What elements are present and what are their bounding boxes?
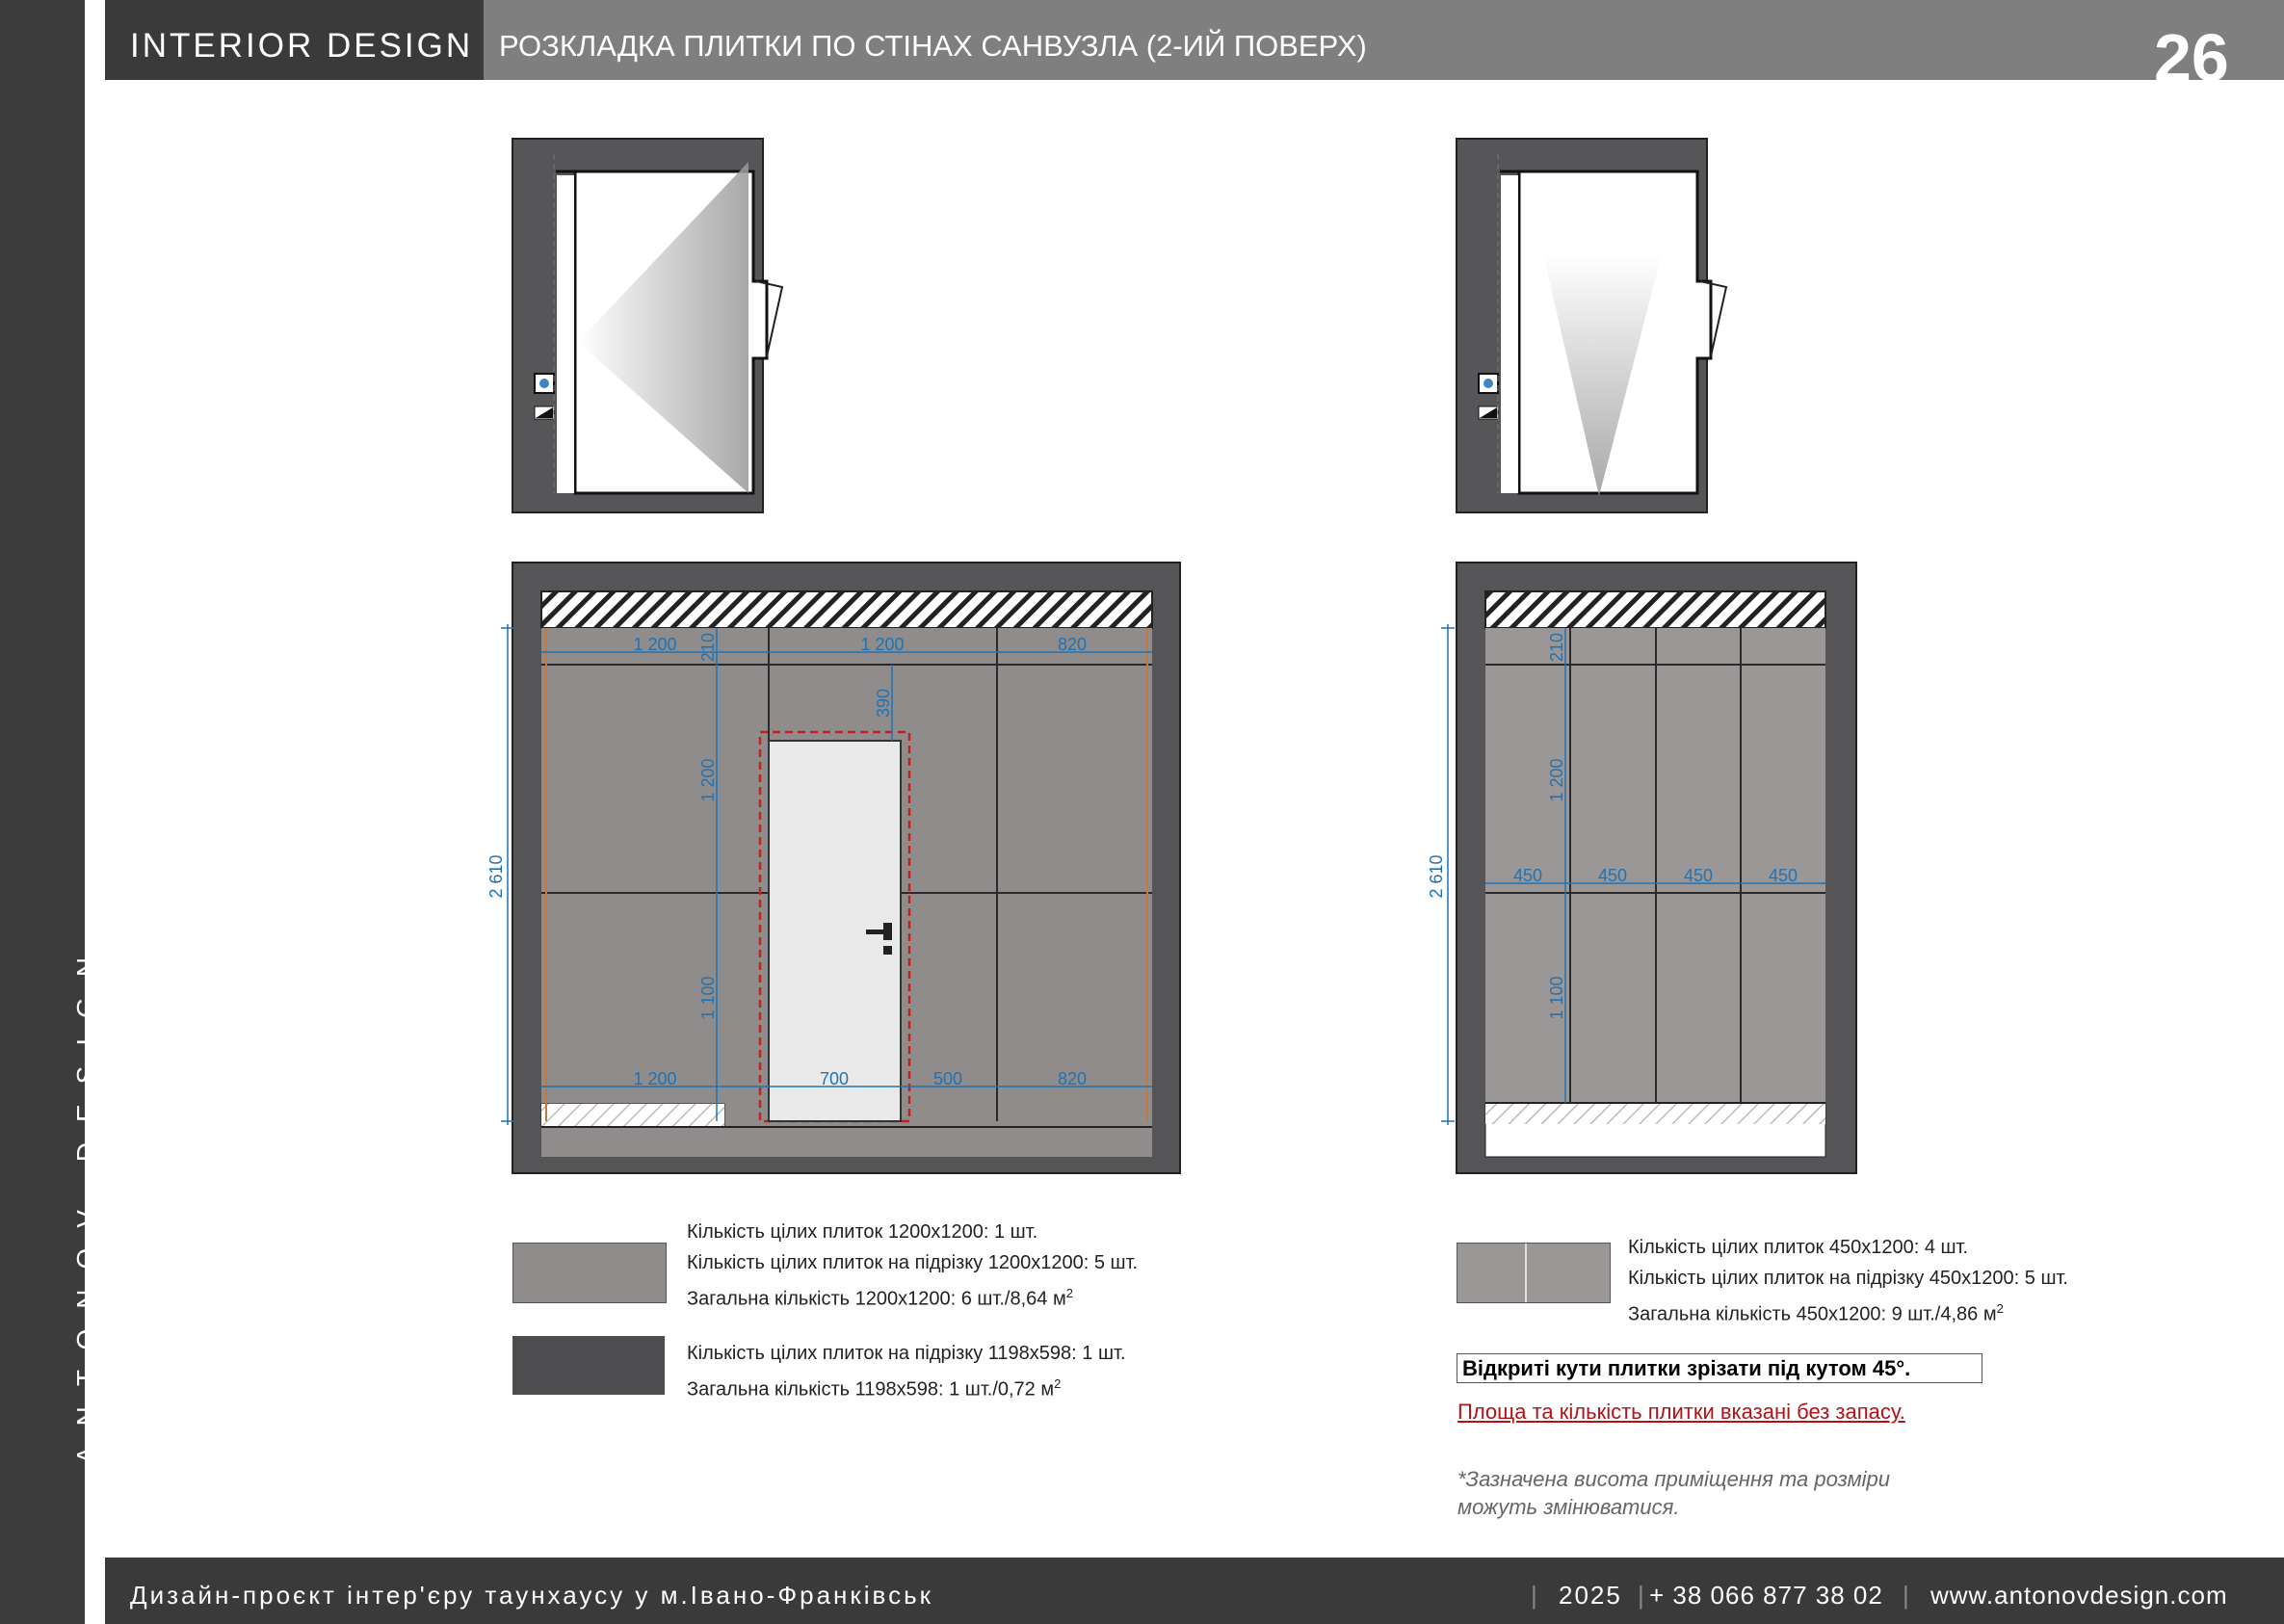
- tile-swatch-450: [1457, 1243, 1611, 1303]
- footer-website-link[interactable]: www.antonovdesign.com: [1930, 1581, 2228, 1610]
- legend-1200-line-2: Кількість цілих плиток на підрізку 1200х1200: 5 шт.: [687, 1252, 1139, 1273]
- footer-divider-1: |: [1531, 1581, 1537, 1610]
- dim-bottom-3: 500: [932, 1069, 963, 1088]
- dim-v-right-2: 1 200: [1547, 758, 1566, 802]
- dim-bottom-4: 820: [1057, 1069, 1088, 1088]
- note-disclaimer-line-1: *Зазначена висота приміщення та розміри: [1457, 1467, 1891, 1491]
- footer-project: Дизайн-проєкт інтер'єру таунхаусу у м.Івано-Франківськ: [130, 1581, 934, 1610]
- legend-1200: [687, 1217, 1138, 1315]
- elevation-right: [1427, 563, 1856, 1173]
- dim-v-2: 1 200: [698, 758, 718, 802]
- tile-swatch-1200: [512, 1243, 667, 1303]
- footer-divider-3: |: [1903, 1581, 1909, 1610]
- floor-plan-right: [1457, 139, 1726, 512]
- footer: [105, 1558, 2284, 1624]
- dim-mid-3: 450: [1683, 866, 1714, 885]
- legend-1198-total: Загальна кількість 1198х598: 1 шт./0,72 $м^2$: [687, 1376, 1062, 1401]
- dim-height: 2 610: [486, 854, 506, 899]
- note-no-reserve: Площа та кількість плитки вказані без запасу.: [1457, 1400, 1905, 1424]
- dim-top-2: 1 200: [860, 635, 905, 654]
- legend-1198: [687, 1338, 1126, 1405]
- dim-v-right-3: 1 100: [1547, 976, 1566, 1020]
- dim-bottom-1: 1 200: [633, 1069, 677, 1088]
- page-title: РОЗКЛАДКА ПЛИТКИ ПО СТІНАХ САНВУЗЛА (2-ИЙ ПОВЕРХ): [499, 29, 1367, 63]
- sidebar-brand: ANTONOV DESIGN: [71, 936, 101, 1464]
- legend-1200-line-1: Кількість цілих плиток 1200х1200: 1 шт.: [687, 1221, 1038, 1243]
- note-disclaimer-line-2: можуть змінюватися.: [1457, 1495, 1680, 1519]
- legend-450-line-1: Кількість цілих плиток 450х1200: 4 шт.: [1628, 1237, 1969, 1258]
- dim-v-3: 1 100: [698, 976, 718, 1020]
- dim-v-1: 210: [698, 632, 718, 663]
- footer-divider-2: |: [1638, 1581, 1644, 1610]
- dim-mid-1: 450: [1512, 866, 1543, 885]
- legend-450-line-2: Кількість цілих плиток на підрізку 450х1200: 5 шт.: [1628, 1268, 2068, 1289]
- note-disclaimer: [1457, 1465, 1890, 1521]
- dim-height-right: 2 610: [1427, 854, 1446, 899]
- footer-year: 2025: [1559, 1581, 1622, 1610]
- elevation-left: [486, 563, 1180, 1173]
- dim-door-top: 390: [874, 688, 893, 719]
- legend-450: [1628, 1232, 2068, 1330]
- footer-phone[interactable]: + 38 066 877 38 02: [1649, 1581, 1883, 1610]
- dim-mid-2: 450: [1597, 866, 1628, 885]
- legend-1200-total: Загальна кількість 1200х1200: 6 шт./8,64 $м^2$: [687, 1286, 1073, 1310]
- page-number: 26: [2154, 20, 2229, 95]
- legend-450-total: Загальна кількість 450х1200: 9 шт./4,86 $м^2$: [1628, 1301, 2004, 1325]
- dim-top-1: 1 200: [633, 635, 677, 654]
- header-brand: INTERIOR DESIGN: [105, 0, 484, 80]
- tile-swatch-1198: [512, 1336, 665, 1395]
- floor-plan-left: [512, 139, 782, 512]
- dim-v-right-1: 210: [1547, 632, 1566, 663]
- dim-mid-4: 450: [1768, 866, 1798, 885]
- dim-top-3: 820: [1057, 635, 1088, 654]
- dim-bottom-2: 700: [819, 1069, 850, 1088]
- legend-1198-line-1: Кількість цілих плиток на підрізку 1198х598: 1 шт.: [687, 1343, 1126, 1364]
- note-cut-angle: Відкриті кути плитки зрізати під кутом 45°.: [1457, 1353, 1982, 1383]
